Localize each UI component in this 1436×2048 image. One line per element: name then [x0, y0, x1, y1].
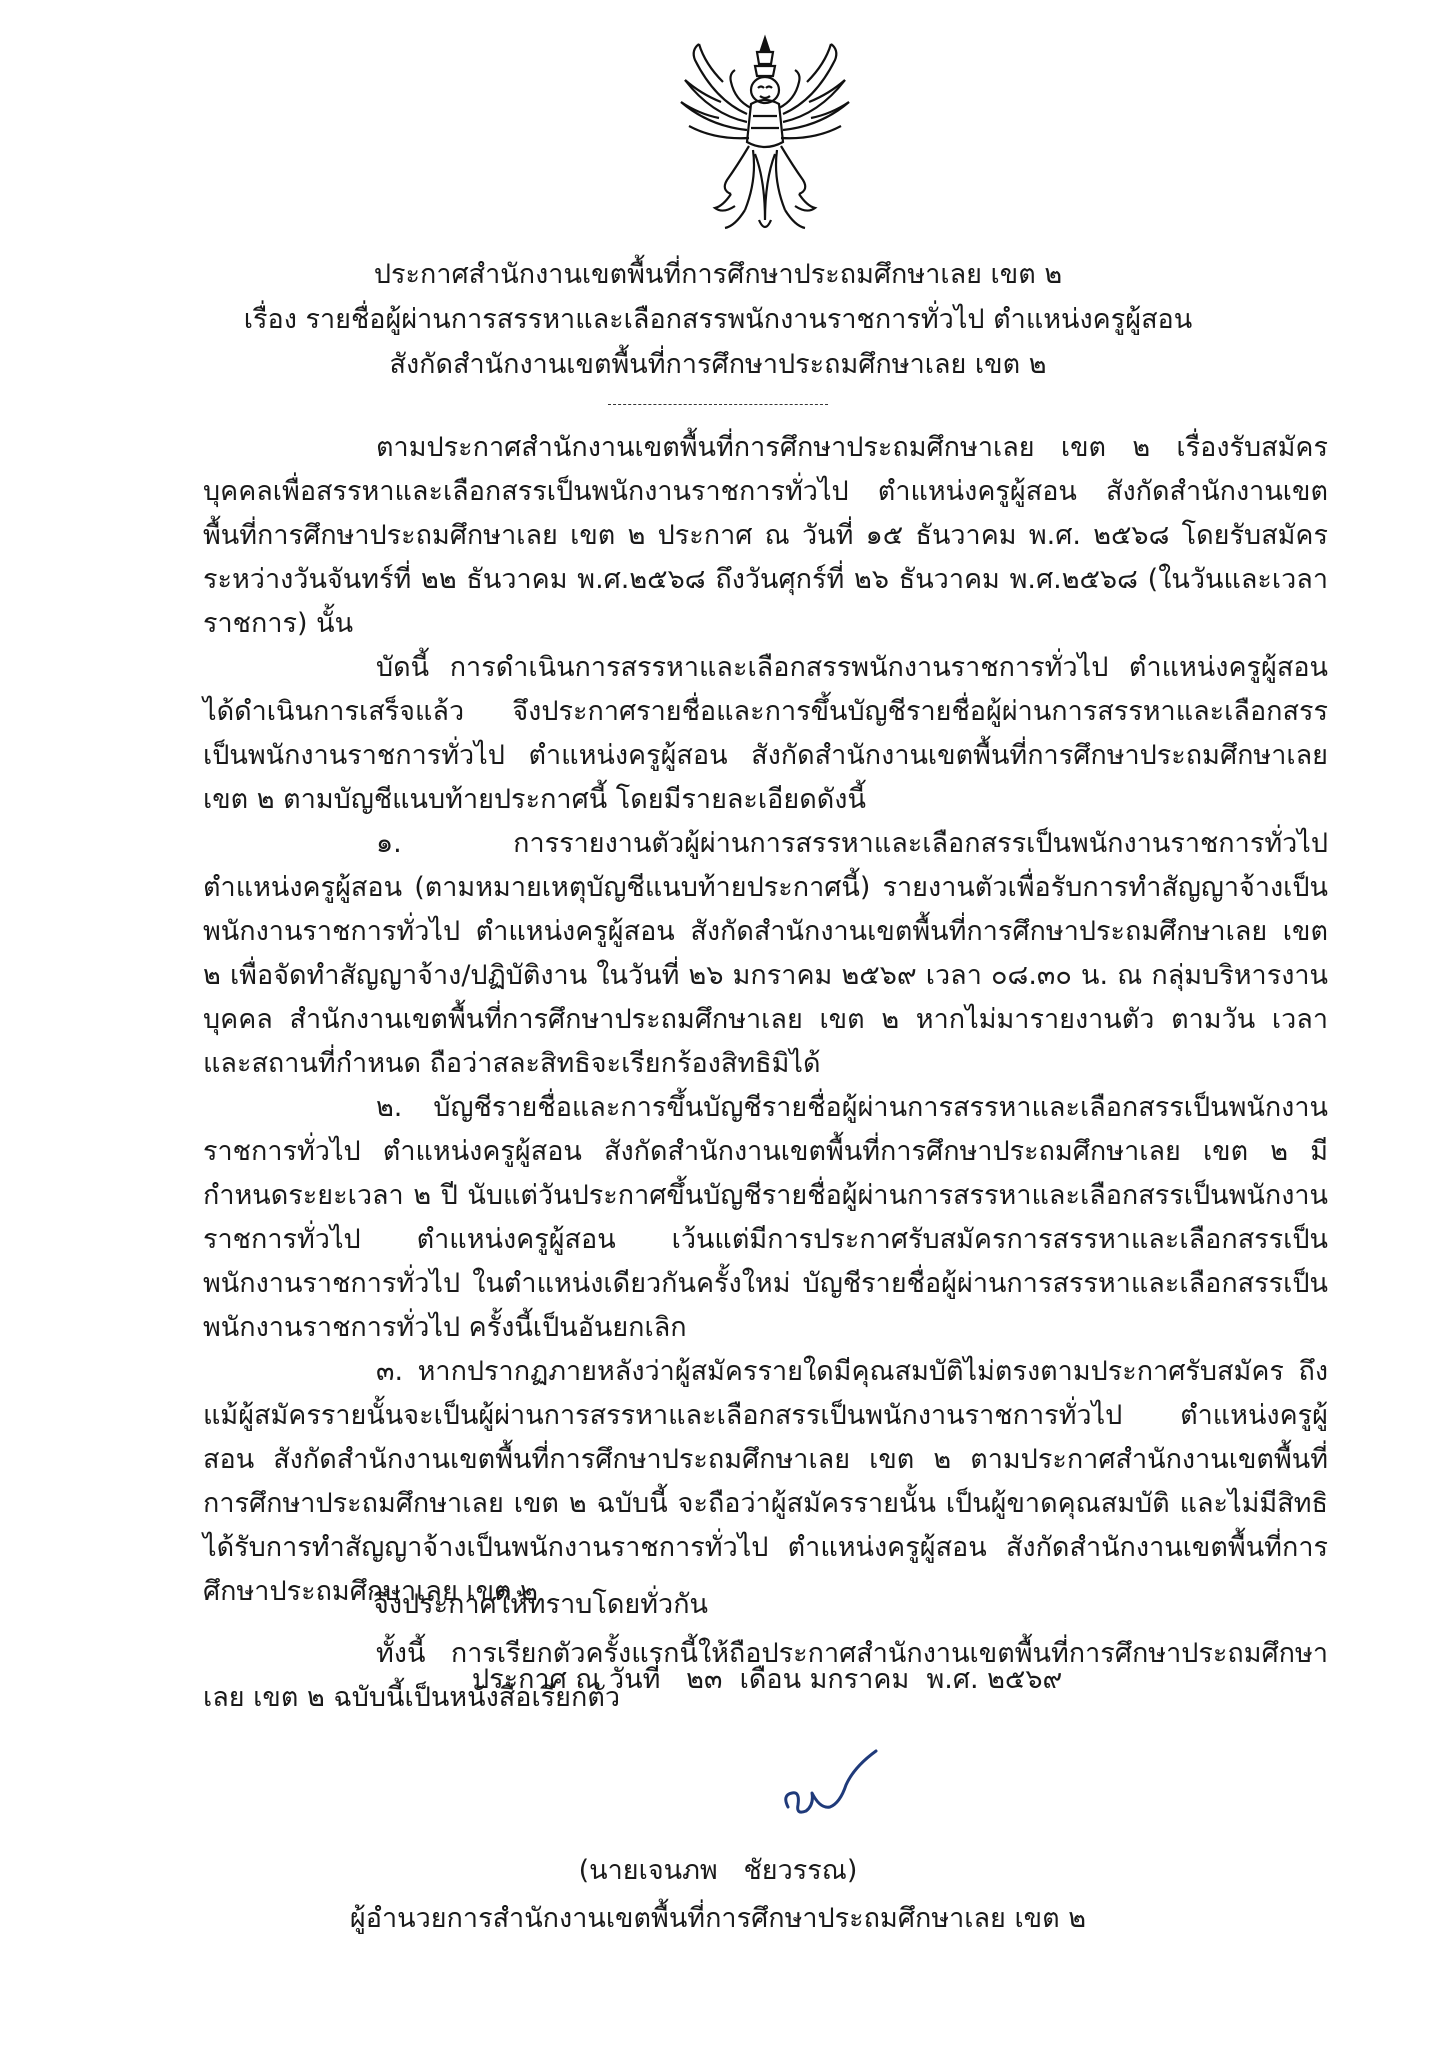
- paragraph-item-2: [203, 1086, 1328, 1350]
- affiliation-line: สังกัดสำนักงานเขตพื้นที่การศึกษาประถมศึกษาเลย เขต ๒: [389, 349, 1047, 380]
- paragraph-item-1: [203, 822, 1328, 1086]
- subject-line: เรื่อง รายชื่อผู้ผ่านการสรรหาและเลือกสรรพนักงานราชการทั่วไป ตำแหน่งครูผู้สอน: [243, 304, 1193, 335]
- document-body: [203, 426, 1328, 1720]
- paragraph-reference-text: ตามประกาศสำนักงานเขตพื้นที่การศึกษาประถมศึกษาเลย เขต ๒ เรื่องรับสมัครบุคคลเพื่อสรรหาและเลือกสรรเป็นพนักงานราชการทั่วไป ตำแหน่งครูผู้สอน สังกัดสำนักงานเขตพื้นที่การศึกษาประถมศึกษาเลย เขต ๒ ประกาศ ณ วันที่ ๑๕ ธันวาคม พ.ศ. ๒๕๖๘ โดยรับสมัครระหว่างวันจันทร์ที่ ๒๒ ธันวาคม พ.ศ.๒๕๖๘ ถึงวันศุกร์ที่ ๒๖ ธันวาคม พ.ศ.๒๕๖๘ (ในวันและเวลาราชการ) นั้น: [203, 432, 1328, 639]
- paragraph-announcement-text: บัดนี้ การดำเนินการสรรหาและเลือกสรรพนักงานราชการทั่วไป ตำแหน่งครูผู้สอน ได้ดำเนินการเสร็จแล้ว จึงประกาศรายชื่อและการขึ้นบัญชีรายชื่อผู้ผ่านการสรรหาและเลือกสรรเป็นพนักงานราชการทั่วไป ตำแหน่งครูผู้สอน สังกัดสำนักงานเขตพื้นที่การศึกษาประถมศึกษาเลย เขต ๒ ตามบัญชีแนบท้ายประกาศนี้ โดยมีรายละเอียดดังนี้: [203, 652, 1328, 815]
- paragraph-item-1-text: ๑. การรายงานตัวผู้ผ่านการสรรหาและเลือกสรรเป็นพนักงานราชการทั่วไป ตำแหน่งครูผู้สอน (ตามหมายเหตุบัญชีแนบท้ายประกาศนี้) รายงานตัวเพื่อรับการทำสัญญาจ้างเป็นพนักงานราชการทั่วไป ตำแหน่งครูผู้สอน สังกัดสำนักงานเขตพื้นที่การศึกษาประถมศึกษาเลย เขต ๒ เพื่อจัดทำสัญญาจ้าง/ปฏิบัติงาน ในวันที่ ๒๖ มกราคม ๒๕๖๙ เวลา ๐๘.๓๐ น. ณ กลุ่มบริหารงานบุคคล สำนักงานเขตพื้นที่การศึกษาประถมศึกษาเลย เขต ๒ หากไม่มารายงานตัว ตามวัน เวลา และสถานที่กำหนด ถือว่าสละสิทธิจะเรียกร้องสิทธิมิได้: [203, 828, 1328, 1079]
- garuda-emblem-icon: [665, 30, 865, 240]
- paragraph-announcement: [203, 646, 1328, 822]
- paragraph-summons-text: ทั้งนี้ การเรียกตัวครั้งแรกนี้ให้ถือประกาศสำนักงานเขตพื้นที่การศึกษาประถมศึกษาเลย เขต ๒ ฉบับนี้เป็นหนังสือเรียกตัว: [203, 1638, 1328, 1713]
- heading-divider: [608, 404, 828, 405]
- handwritten-signature: [780, 1745, 900, 1835]
- signer-name: (นายเจนภพ ชัยวรรณ): [578, 1855, 858, 1886]
- paragraph-reference: [203, 426, 1328, 646]
- closing-announce: จึงประกาศให้ทราบโดยทั่วกัน: [373, 1589, 708, 1620]
- paragraph-item-3-text: ๓. หากปรากฏภายหลังว่าผู้สมัครรายใดมีคุณสมบัติไม่ตรงตามประกาศรับสมัคร ถึงแม้ผู้สมัครรายนั้นจะเป็นผู้ผ่านการสรรหาและเลือกสรรเป็นพนักงานราชการทั่วไป ตำแหน่งครูผู้สอน สังกัดสำนักงานเขตพื้นที่การศึกษาประถมศึกษาเลย เขต ๒ ตามประกาศสำนักงานเขตพื้นที่การศึกษาประถมศึกษาเลย เขต ๒ ฉบับนี้ จะถือว่าผู้สมัครรายนั้น เป็นผู้ขาดคุณสมบัติ และไม่มีสิทธิได้รับการทำสัญญาจ้างเป็นพนักงานราชการทั่วไป ตำแหน่งครูผู้สอน สังกัดสำนักงานเขตพื้นที่การศึกษาประถมศึกษาเลย เขต ๒: [203, 1356, 1328, 1607]
- paragraph-item-2-text: ๒. บัญชีรายชื่อและการขึ้นบัญชีรายชื่อผู้ผ่านการสรรหาและเลือกสรรเป็นพนักงานราชการทั่วไป ตำแหน่งครูผู้สอน สังกัดสำนักงานเขตพื้นที่การศึกษาประถมศึกษาเลย เขต ๒ มีกำหนดระยะเวลา ๒ ปี นับแต่วันประกาศขึ้นบัญชีรายชื่อผู้ผ่านการสรรหาและเลือกสรรเป็นพนักงานราชการทั่วไป ตำแหน่งครูผู้สอน เว้นแต่มีการประกาศรับสมัครการสรรหาและเลือกสรรเป็นพนักงานราชการทั่วไป ในตำแหน่งเดียวกันครั้งใหม่ บัญชีรายชื่อผู้ผ่านการสรรหาและเลือกสรรเป็นพนักงานราชการทั่วไป ครั้งนี้เป็นอันยกเลิก: [203, 1092, 1328, 1343]
- announcement-date: ประกาศ ณ วันที่ ๒๓ เดือน มกราคม พ.ศ. ๒๕๖๙: [472, 1664, 1063, 1695]
- signer-title: ผู้อำนวยการสำนักงานเขตพื้นที่การศึกษาประถมศึกษาเลย เขต ๒: [349, 1903, 1087, 1934]
- announcement-heading: ประกาศสำนักงานเขตพื้นที่การศึกษาประถมศึกษาเลย เขต ๒: [373, 259, 1063, 290]
- paragraph-item-3: [203, 1350, 1328, 1614]
